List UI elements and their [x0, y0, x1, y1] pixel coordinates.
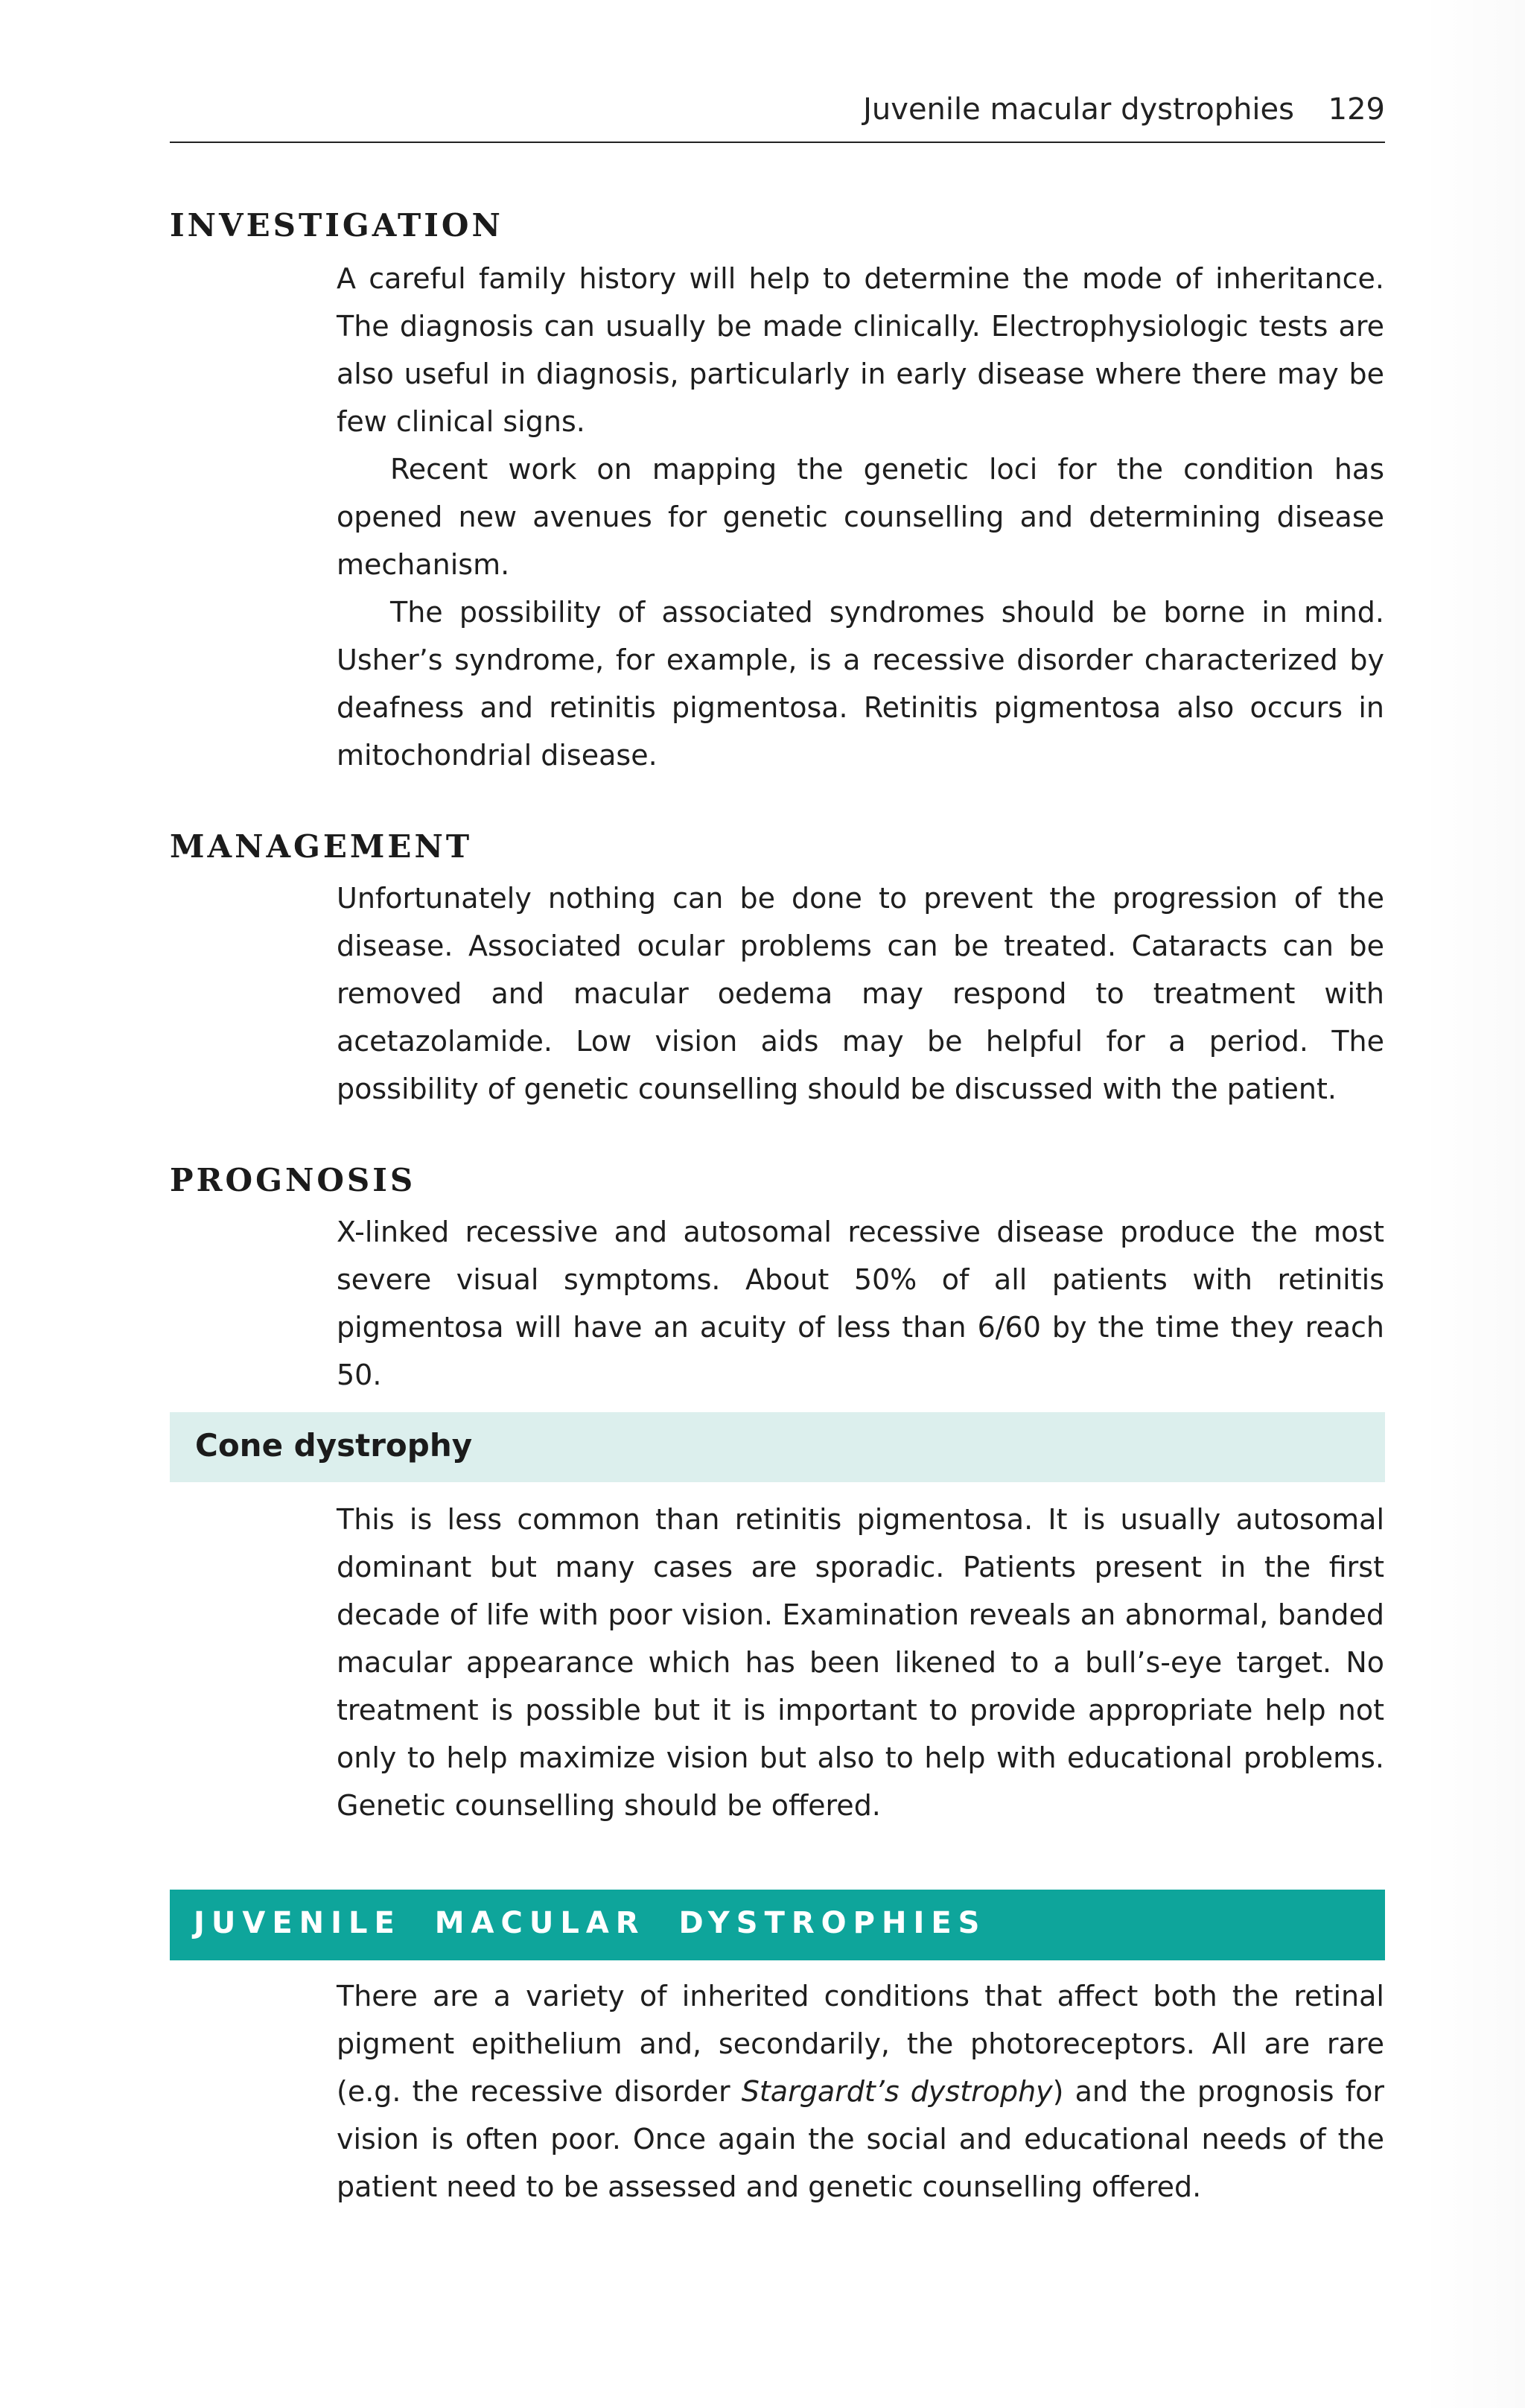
investigation-paragraph-3: The possibility of associated syndromes should be borne in mind. Usher’s syndrome, for example, is a recessive disorder characterized by deafness and retinitis pigmentosa. Retinitis pigmentosa also occurs in mitochondrial disease. — [337, 596, 1384, 772]
prognosis-paragraph: X-linked recessive and autosomal recessive disease produce the most severe visual symptoms. About 50% of all patients with retinitis pigmentosa will have an acuity of less than 6/60 by the time they reach 50. — [337, 1216, 1384, 1391]
cone-dystrophy-heading: Cone dystrophy — [195, 1427, 473, 1464]
cone-dystrophy-banner — [170, 1412, 1385, 1482]
juvenile-macular-dystrophies-banner — [170, 1890, 1385, 1960]
management-paragraph: Unfortunately nothing can be done to prevent the progression of the disease. Associated ocular problems can be treated. Cataracts can be removed and macular oedema may respond to treatment with acetazolamide. Low vision aids may be helpful for a period. The possibility of genetic counselling should be discussed with the patient. — [337, 882, 1384, 1105]
stargardt-dystrophy-term: Stargardt’s dystrophy — [741, 2075, 1053, 2108]
page-number: 129 — [1328, 92, 1385, 127]
juvenile-paragraph — [337, 1972, 1384, 2211]
juvenile-text-start: There are a variety of inherited conditions that affect both the retinal pigment epithelium and, secondarily, the photoreceptors. All are rare (e.g. the recessive disorder — [337, 1980, 1384, 2108]
investigation-heading: INVESTIGATION — [170, 207, 503, 244]
juvenile-text-end: ) and the prognosis for vision is often poor. Once again the social and educational needs of the patient need to be assessed and genetic counselling offered. — [337, 2075, 1384, 2203]
page-edge-shade — [1421, 0, 1525, 2408]
management-heading: MANAGEMENT — [170, 828, 473, 865]
investigation-paragraph-1: A careful family history will help to determine the mode of inheritance. The diagnosis can usually be made clinically. Electrophysiologic tests are also useful in diagnosis, particularly in early disease where there may be few clinical signs. — [337, 262, 1384, 438]
prognosis-heading: PROGNOSIS — [170, 1162, 416, 1198]
running-header — [170, 88, 1385, 143]
investigation-paragraph-2: Recent work on mapping the genetic loci for the condition has opened new avenues for genetic counselling and determining disease mechanism. — [337, 453, 1384, 581]
juvenile-macular-dystrophies-heading: JUVENILE MACULAR DYSTROPHIES — [194, 1906, 987, 1940]
cone-dystrophy-paragraph: This is less common than retinitis pigmentosa. It is usually autosomal dominant but many cases are sporadic. Patients present in the first decade of life with poor vision. Examination reveals an abnormal, banded macular appearance which has been likened to a bull’s-eye target. No treatment is possible but it is important to provide appropriate help not only to help maximize vision but also to help with educational problems. Genetic counselling should be offered. — [337, 1503, 1384, 1822]
running-title: Juvenile macular dystrophies — [863, 92, 1294, 127]
